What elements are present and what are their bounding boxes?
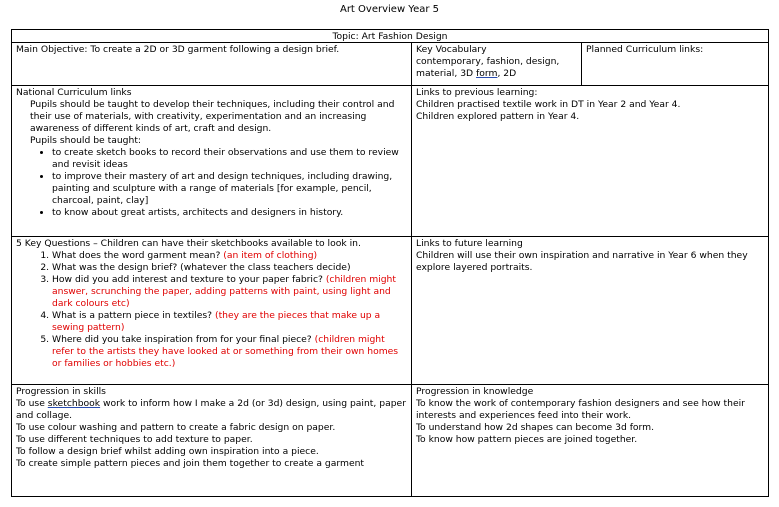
- national-curriculum-heading: National Curriculum links: [16, 87, 132, 98]
- answer-text: (an item of clothing): [223, 250, 318, 261]
- skills-text: To use: [16, 398, 48, 409]
- list-item: [52, 334, 407, 370]
- key-questions-heading: 5 Key Questions – Children can have their sketchbooks available to look in.: [16, 238, 361, 249]
- key-vocabulary-heading: Key Vocabulary: [416, 44, 487, 55]
- list-item: [52, 274, 407, 310]
- links-future-heading: Links to future learning: [416, 238, 523, 249]
- main-objective-cell: Main Objective: To create a 2D or 3D garment following a design brief.: [12, 43, 412, 86]
- links-future-cell: [412, 237, 769, 385]
- key-vocabulary-line: [416, 68, 577, 80]
- answer-text: (children might answer, scrunching the paper, adding patterns with paint, using light and dark colours etc): [52, 274, 396, 309]
- key-questions-cell: [12, 237, 412, 385]
- list-item: • to create sketch books to record their observations and use them to review and revisit ideas: [52, 147, 407, 171]
- progression-skills-heading: Progression in skills: [16, 386, 106, 397]
- national-curriculum-taught: Pupils should be taught:: [30, 135, 142, 146]
- planned-curriculum-links-cell: Planned Curriculum links:: [582, 43, 769, 86]
- list-item: [52, 250, 407, 262]
- progression-knowledge-line: To understand how 2d shapes can become 3d form.: [416, 422, 655, 433]
- national-curriculum-cell: [12, 86, 412, 237]
- key-questions-list: [16, 250, 407, 370]
- list-item: • to know about great artists, architects and designers in history.: [52, 207, 407, 219]
- list-item: • to improve their mastery of art and design techniques, including drawing, painting and sculpture with a range of materials [for example, pencil, charcoal, paint, clay]: [52, 171, 407, 207]
- topic-cell: Topic: Art Fashion Design: [12, 30, 769, 43]
- links-future-text: Children will use their own inspiration and narrative in Year 6 when they explore layered portraits.: [416, 250, 748, 273]
- links-previous-cell: [412, 86, 769, 237]
- links-previous-line: Children practised textile work in DT in Year 2 and Year 4.: [416, 99, 681, 110]
- list-item: [52, 310, 407, 334]
- question-text: Where did you take inspiration from for your final piece?: [52, 334, 315, 345]
- question-text: How did you add interest and texture to your paper fabric?: [52, 274, 326, 285]
- question-text: What was the design brief? (whatever the class teachers decide): [52, 262, 351, 273]
- question-text: What is a pattern piece in textiles?: [52, 310, 215, 321]
- list-item: [52, 262, 407, 274]
- progression-knowledge-line: To know how pattern pieces are joined together.: [416, 434, 638, 445]
- question-text: What does the word garment mean?: [52, 250, 224, 261]
- progression-skills-line: To follow a design brief whilst adding own inspiration into a piece.: [16, 446, 319, 457]
- overview-table: [11, 29, 769, 497]
- vocab-form-word: form: [476, 68, 498, 79]
- national-curriculum-intro: Pupils should be taught to develop their techniques, including their control and their use of materials, with creativity, experimentation and an increasing awareness of different kinds of art, craft and design.: [30, 99, 395, 134]
- links-previous-heading: Links to previous learning:: [416, 87, 538, 98]
- vocab-text: material, 3D: [416, 68, 477, 79]
- progression-skills-line: To use colour washing and pattern to create a fabric design on paper.: [16, 422, 336, 433]
- progression-skills-line: To use different techniques to add texture to paper.: [16, 434, 253, 445]
- progression-skills-line: To create simple pattern pieces and join them together to create a garment: [16, 458, 365, 469]
- page-title: Art Overview Year 5: [339, 4, 440, 15]
- answer-text: (children might refer to the artists they have looked at or something from their own homes or families or hobbies etc.): [52, 334, 399, 369]
- progression-knowledge-heading: Progression in knowledge: [416, 386, 534, 397]
- sketchbook-word: sketchbook: [47, 398, 101, 409]
- progression-knowledge-line: To know the work of contemporary fashion designers and see how their interests and experiences feed into their work.: [416, 398, 745, 421]
- key-vocabulary-cell: [412, 43, 582, 86]
- national-curriculum-list: [16, 147, 407, 219]
- progression-knowledge-cell: [412, 385, 769, 497]
- progression-skills-cell: [12, 385, 412, 497]
- links-previous-line: Children explored pattern in Year 4.: [416, 111, 580, 122]
- progression-skills-line: [16, 398, 407, 422]
- key-vocabulary-line: contemporary, fashion, design,: [416, 56, 560, 67]
- vocab-text: , 2D: [497, 68, 517, 79]
- answer-text: (they are the pieces that make up a sewing pattern): [52, 310, 381, 333]
- skills-text: work to inform how I make a 2d (or 3d) design, using paint, paper and collage.: [16, 398, 406, 421]
